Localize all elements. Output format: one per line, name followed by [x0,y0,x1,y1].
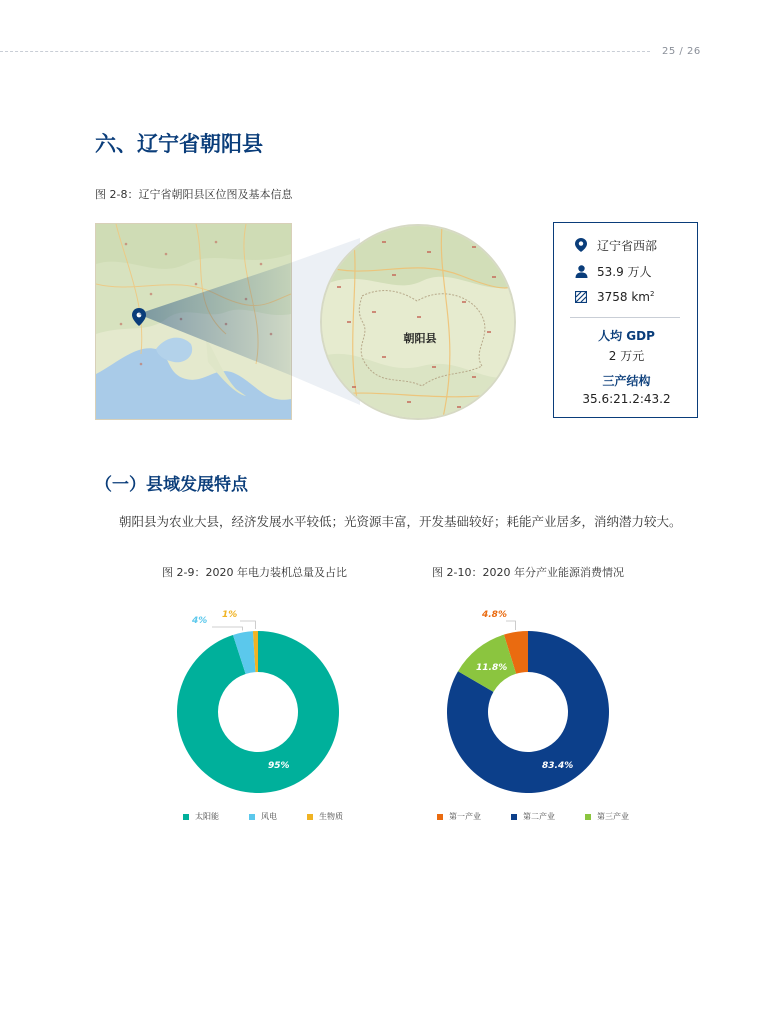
county-map-label: 朝阳县 [403,332,437,345]
info-population: 53.9 万人 [597,264,652,279]
legend-swatch [437,814,443,820]
chart-2-10-caption: 图 2-10：2020 年分产业能源消费情况 [432,566,624,579]
legend-item-biomass: 生物质 [307,811,343,822]
info-location-row [574,237,657,253]
structure-value: 35.6:21.2:43.2 [582,392,671,406]
donut-leader-2 [212,627,242,630]
donut-label-2: 83.4% [542,761,574,771]
info-area: 3758 $km^2$ [597,290,655,304]
gdp-value: 2 万元 [608,349,645,363]
structure-label: 三产结构 [602,374,651,388]
subsection-title: （一）县域发展特点 [95,475,248,495]
legend-item-secondary: 第二产业 [511,811,555,822]
info-population-row [574,263,652,279]
chart-2-9-caption: 图 2-9：2020 年电力装机总量及占比 [162,566,347,579]
consumption-donut-chart [420,600,640,800]
header-divider [0,51,650,52]
legend-item-primary: 第一产业 [437,811,481,822]
legend-swatch [183,814,189,820]
figure-2-8-caption: 图 2-8：辽宁省朝阳县区位图及基本信息 [95,188,293,201]
capacity-donut-chart [150,600,370,800]
chart-2-10-legend [437,811,659,822]
donut-leader-1 [506,621,516,630]
person-icon [574,264,588,278]
donut-label-1: 95% [268,761,290,771]
gdp-label: 人均 GDP [598,329,655,343]
donut-label-3: 1% [222,610,238,620]
location-pin-icon [574,238,588,252]
legend-swatch [307,814,313,820]
legend-item-tertiary: 第三产业 [585,811,629,822]
legend-swatch [249,814,255,820]
legend-swatch [511,814,517,820]
section-title: 六、辽宁省朝阳县 [95,132,263,156]
page-number: 25 / 26 [662,46,701,57]
legend-item-wind: 风电 [249,811,277,822]
info-area-row [574,289,654,305]
area-icon [574,290,588,304]
info-location: 辽宁省西部 [597,238,658,253]
region-map [95,223,292,420]
donut-label-3: 11.8% [476,663,508,673]
body-paragraph: 朝阳县为农业大县，经济发展水平较低；光资源丰富，开发基础较好；耗能产业居多，消纳潜力较大。 [119,514,682,529]
county-info-card [553,222,698,418]
county-zoom-map [320,224,516,420]
legend-item-solar: 太阳能 [183,811,219,822]
info-divider [570,317,680,318]
donut-label-2: 4% [192,616,208,626]
chart-2-9-legend [183,811,373,822]
donut-label-1: 4.8% [482,610,507,620]
legend-swatch [585,814,591,820]
